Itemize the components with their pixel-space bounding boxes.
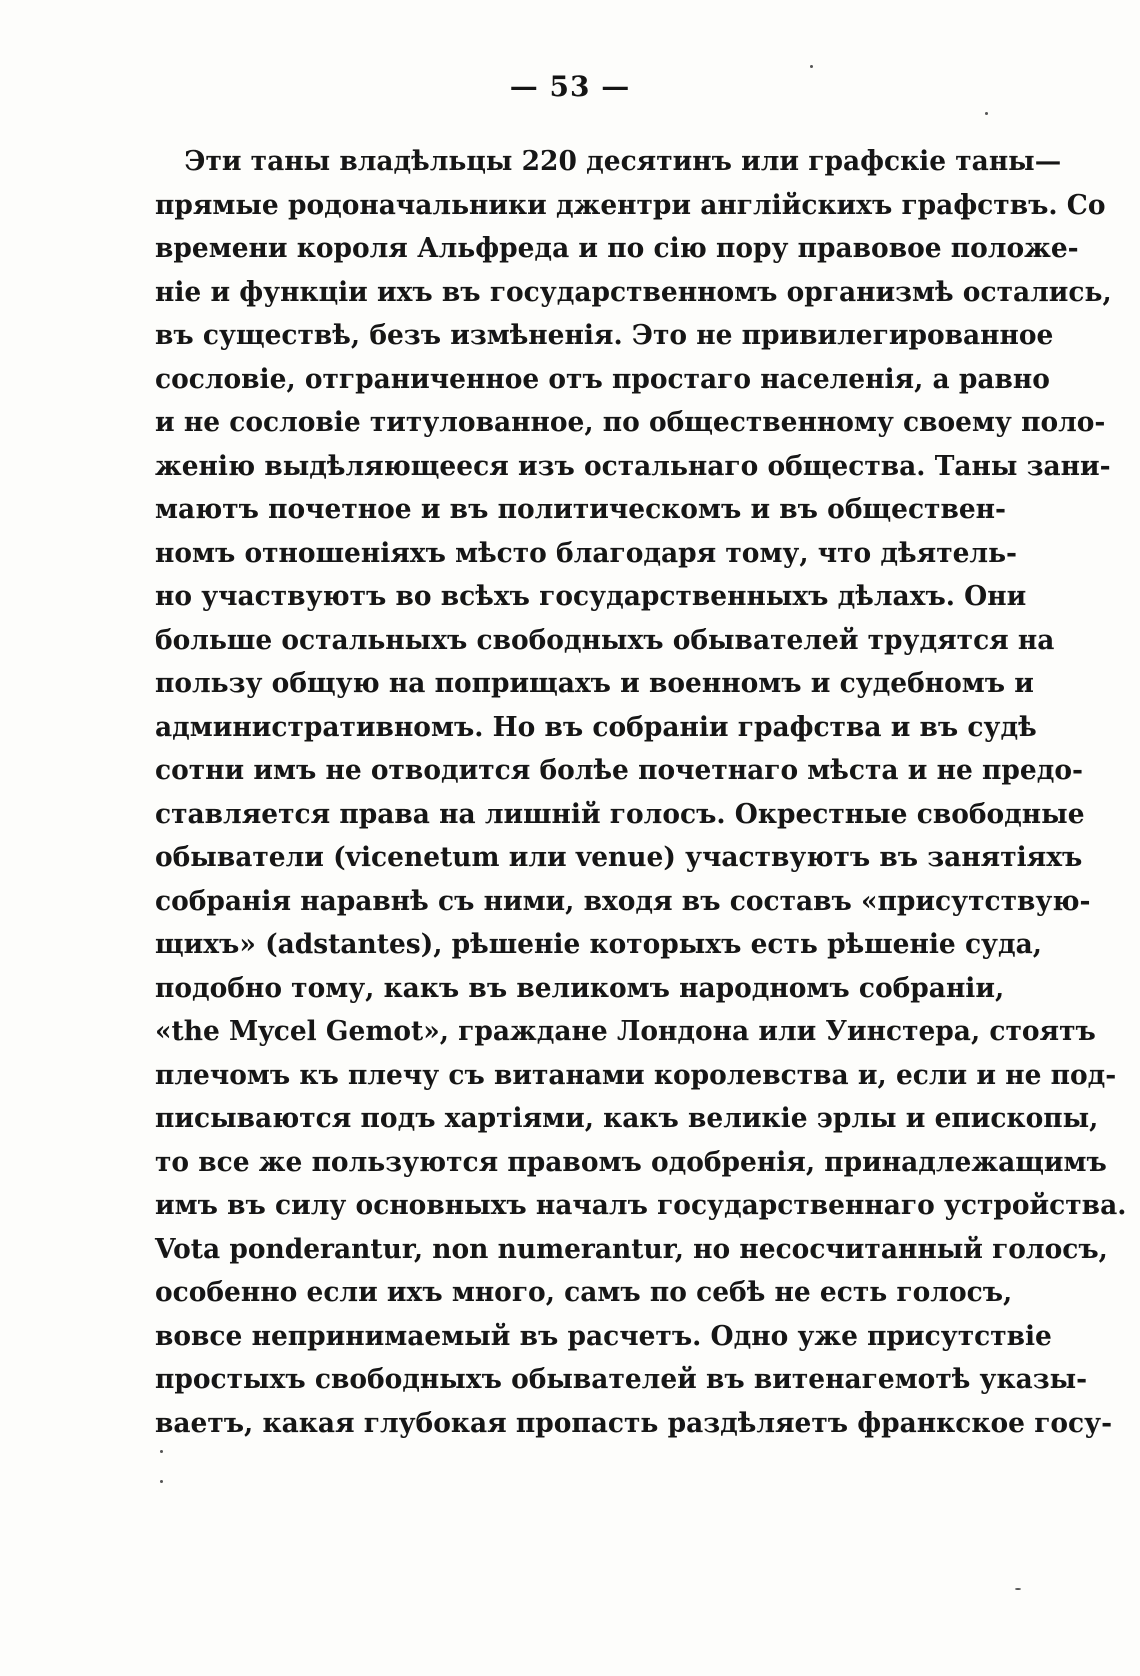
text-line: писываются подъ хартіями, какъ великіе эрлы и епископы,: [155, 1103, 1099, 1134]
text-line: подобно тому, какъ въ великомъ народномъ собраніи,: [155, 972, 1005, 1004]
text-line: сотни имъ не отводится болѣе почетнаго мѣста и не предо-: [155, 755, 1083, 786]
text-line: имъ въ силу основныхъ началъ государственнаго устройства.: [155, 1190, 1127, 1221]
text-line: въ существѣ, безъ измѣненія. Это не привилегированное: [155, 320, 1054, 351]
text-line: но участвуютъ во всѣхъ государственныхъ дѣлахъ. Они: [155, 581, 1027, 612]
text-line: щихъ» (adstantes), рѣшеніе которыхъ есть рѣшеніе суда,: [155, 929, 1042, 960]
text-line: женію выдѣляющееся изъ остальнаго общества. Таны зани-: [155, 450, 1111, 482]
text-line: плечомъ къ плечу съ витанами королевства и, если и не под-: [155, 1059, 1117, 1091]
text-line: Vota ponderantur, non numerantur, но несосчитанный голосъ,: [155, 1233, 1108, 1265]
text-line: собранія наравнѣ съ ними, входя въ составъ «присутствую-: [155, 885, 1091, 917]
text-line: времени короля Альфреда и по сію пору правовое положе-: [155, 233, 1079, 264]
text-line: особенно если ихъ много, самъ по себѣ не есть голосъ,: [155, 1277, 1013, 1308]
text-line: простыхъ свободныхъ обывателей въ витенагемотѣ указы-: [155, 1364, 1088, 1395]
text-line: пользу общую на поприщахъ и военномъ и судебномъ и: [155, 668, 1034, 699]
body-text: [155, 140, 1127, 1445]
scan-speck: [160, 1450, 163, 1453]
text-line: административномъ. Но въ собраніи графства и въ судѣ: [155, 711, 1037, 743]
text-line: сословіе, отграниченное отъ простаго населенія, а равно: [155, 363, 1050, 395]
scan-speck: [810, 65, 813, 68]
text-line: вовсе непринимаемый въ расчетъ. Одно уже присутствіе: [155, 1320, 1052, 1352]
text-line: обыватели (vicenetum или venue) участвуютъ въ занятіяхъ: [155, 842, 1083, 873]
page-number: — 53 —: [509, 70, 631, 103]
text-line: «the Mycel Gemot», граждане Лондона или Уинстера, стоятъ: [155, 1016, 1096, 1047]
text-line: номъ отношеніяхъ мѣсто благодаря тому, что дѣятель-: [155, 537, 1018, 569]
text-line: ставляется права на лишній голосъ. Окрестные свободные: [155, 798, 1085, 830]
text-line: и не сословіе титулованное, по общественному своему поло-: [155, 407, 1106, 438]
text-line: Эти таны владѣльцы 220 десятинъ или графскіе таны—: [184, 146, 1062, 177]
text-line: ваетъ, какая глубокая пропасть раздѣляетъ франкское госу-: [155, 1407, 1113, 1439]
text-line: больше остальныхъ свободныхъ обывателей трудятся на: [155, 624, 1055, 656]
text-line: то все же пользуются правомъ одобренія, принадлежащимъ: [155, 1146, 1107, 1178]
text-line: маютъ почетное и въ политическомъ и въ обществен-: [155, 494, 1007, 525]
scan-speck: [985, 112, 988, 115]
text-line: прямые родоначальники джентри англійскихъ графствъ. Со: [155, 189, 1106, 221]
scan-speck: [1015, 1588, 1021, 1590]
scan-speck: [160, 1480, 163, 1483]
text-line: ніе и функціи ихъ въ государственномъ организмѣ остались,: [155, 276, 1112, 308]
